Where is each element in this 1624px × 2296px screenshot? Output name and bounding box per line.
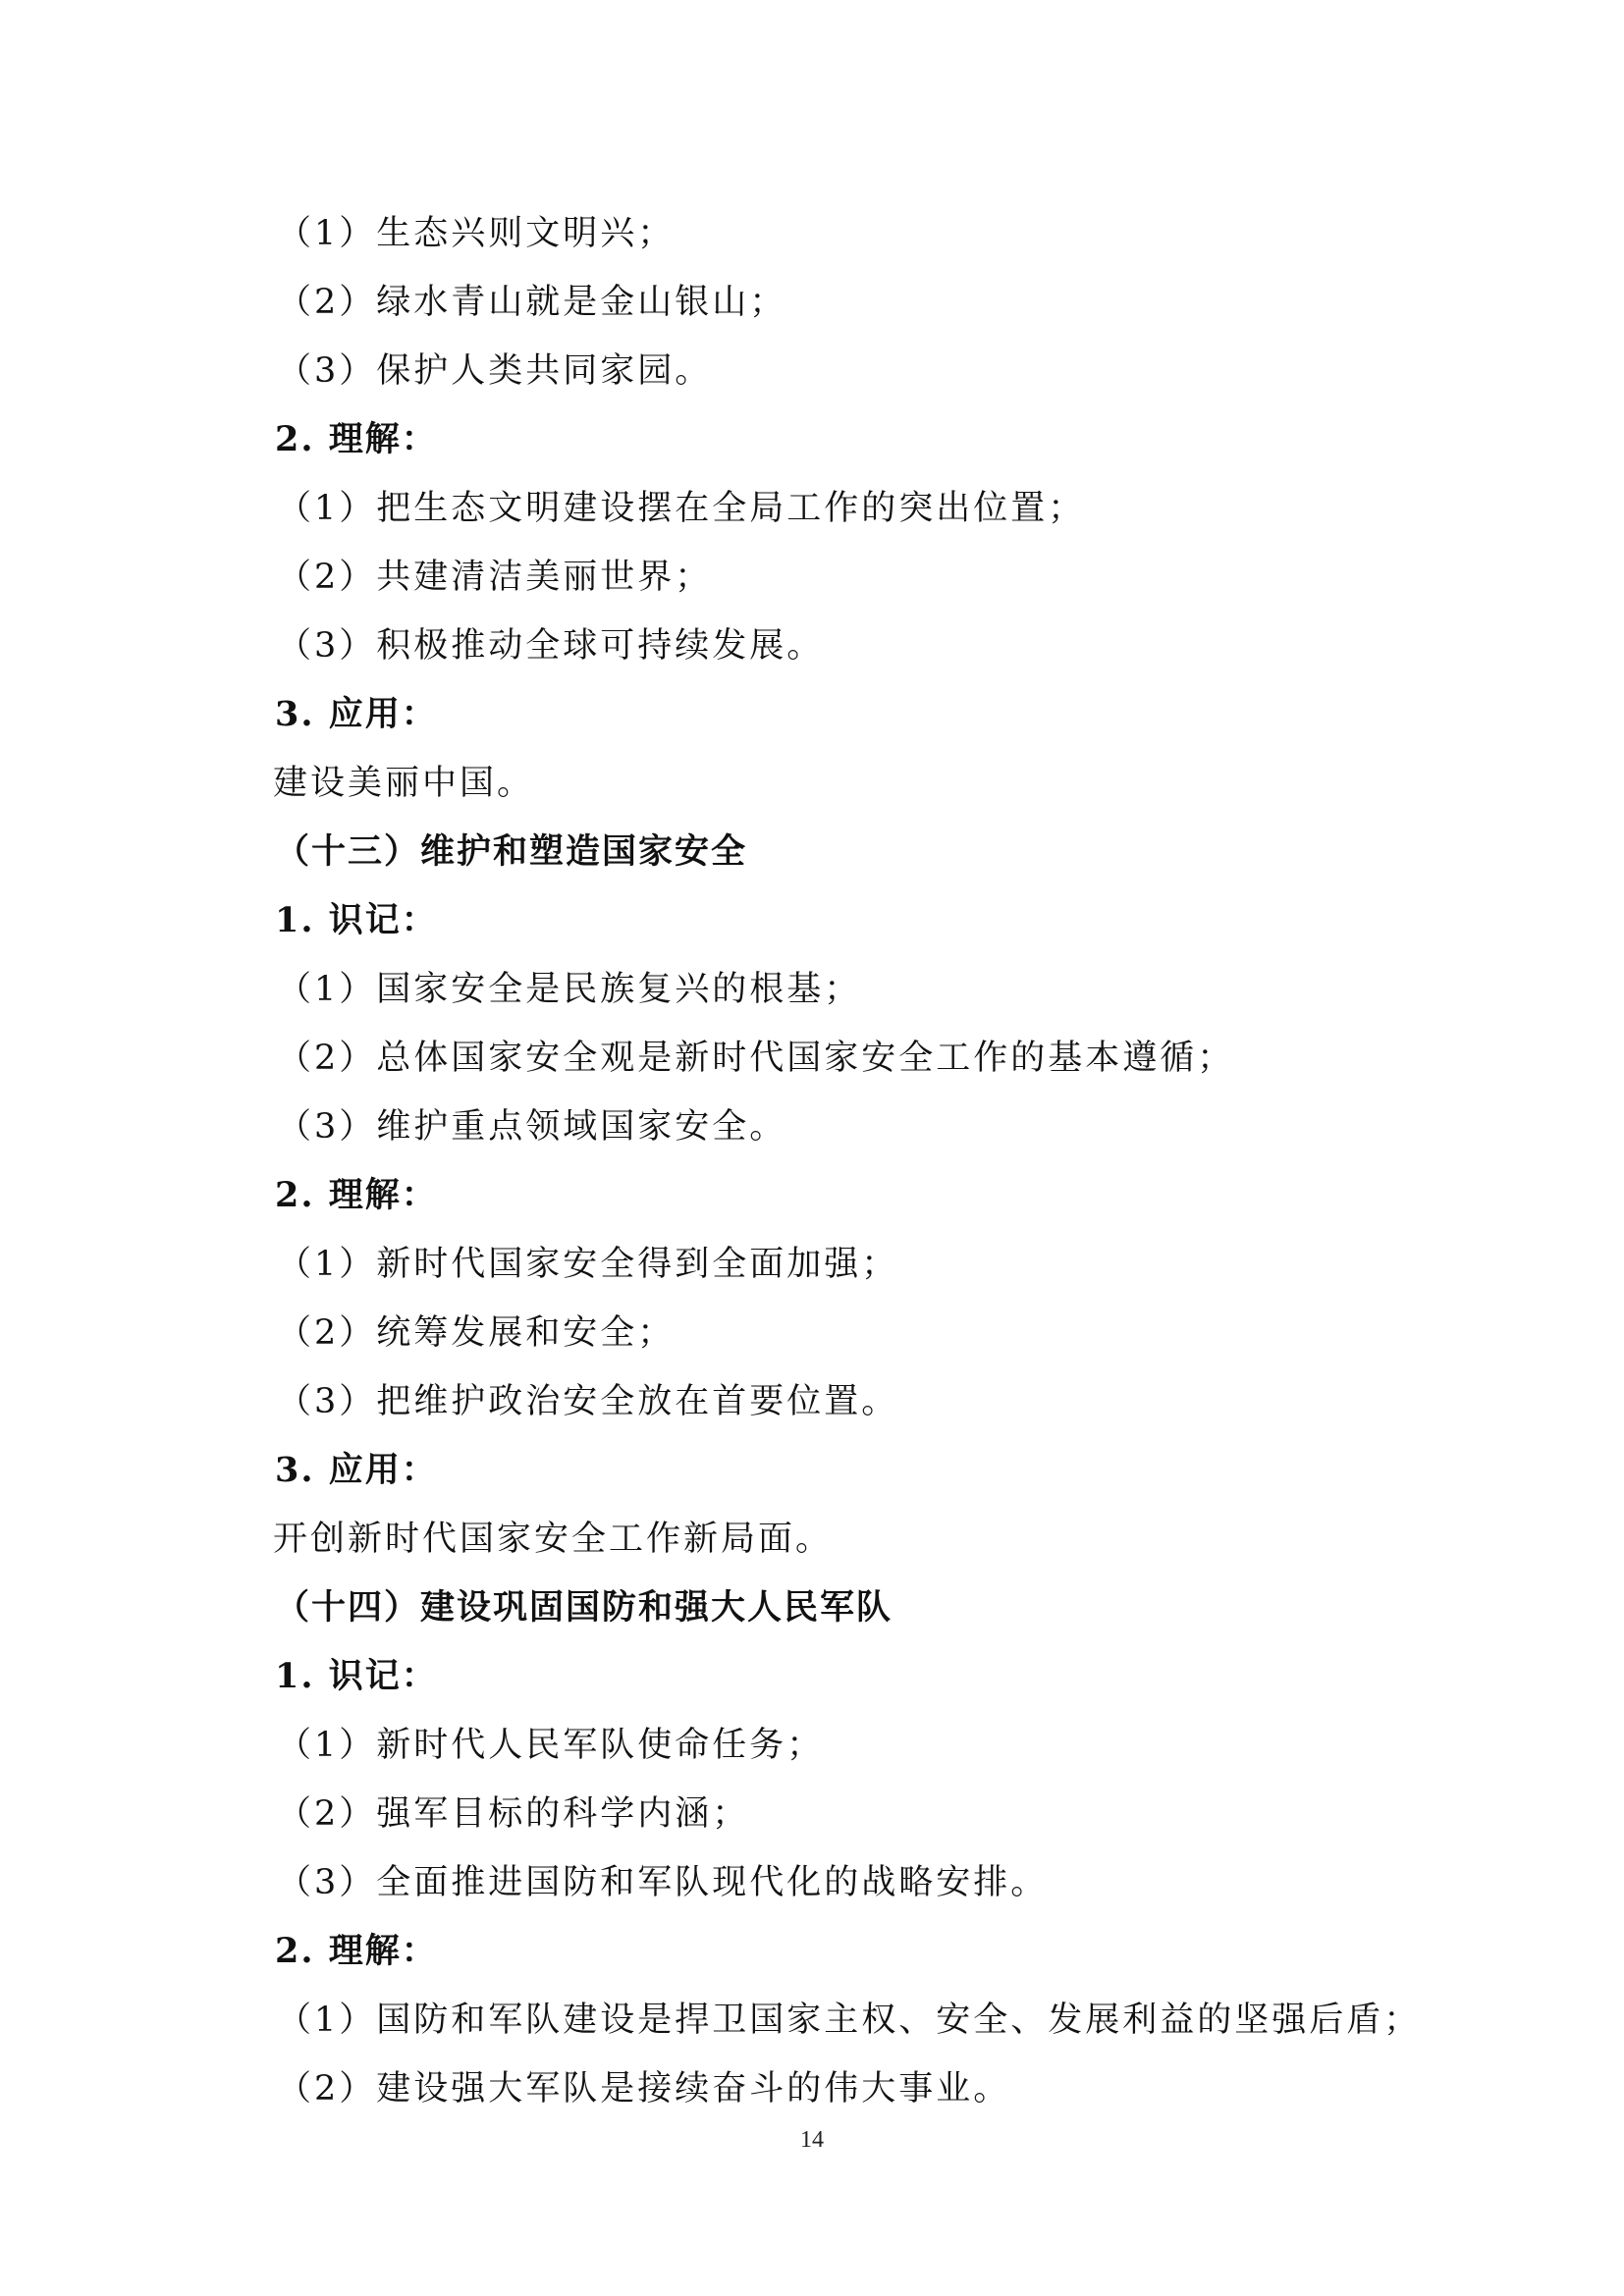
subheading: 1. 识记：: [275, 900, 438, 940]
subheading: 2. 理解：: [275, 419, 438, 459]
subheading: 2. 理解：: [275, 1175, 438, 1215]
section-heading: （十三）维护和塑造国家安全: [275, 831, 748, 872]
list-item: （3）全面推进国防和军队现代化的战略安排。: [277, 1863, 1049, 1902]
paragraph: 建设美丽中国。: [273, 764, 535, 803]
list-item: （3）保护人类共同家园。: [277, 351, 713, 391]
list-item: （1）新时代人民军队使命任务；: [277, 1726, 825, 1765]
list-item: （3）维护重点领域国家安全。: [277, 1107, 787, 1147]
paragraph: 开创新时代国家安全工作新局面。: [273, 1520, 834, 1559]
list-item: （1）把生态文明建设摆在全局工作的突出位置；: [277, 489, 1086, 528]
subheading: 2. 理解：: [275, 1931, 438, 1971]
list-item: （1）国家安全是民族复兴的根基；: [277, 970, 862, 1009]
list-item: （1）国防和军队建设是捍卫国家主权、安全、发展利益的坚强后盾；: [277, 2001, 1422, 2040]
subheading: 3. 应用：: [275, 1450, 438, 1490]
list-item: （1）新时代国家安全得到全面加强；: [277, 1245, 899, 1284]
subheading: 3. 应用：: [275, 694, 438, 734]
list-item: （2）绿水青山就是金山银山；: [277, 283, 787, 322]
list-item: （2）共建清洁美丽世界；: [277, 558, 713, 597]
subheading: 1. 识记：: [275, 1656, 438, 1696]
list-item: （2）建设强大军队是接续奋斗的伟大事业。: [277, 2069, 1011, 2109]
list-item: （1）生态兴则文明兴；: [277, 214, 676, 253]
section-heading: （十四）建设巩固国防和强大人民军队: [275, 1587, 893, 1628]
list-item: （3）把维护政治安全放在首要位置。: [277, 1382, 899, 1421]
list-item: （2）统筹发展和安全；: [277, 1313, 676, 1353]
page-number: 14: [800, 2127, 824, 2153]
list-item: （2）强军目标的科学内涵；: [277, 1794, 750, 1834]
list-item: （3）积极推动全球可持续发展。: [277, 626, 825, 666]
list-item: （2）总体国家安全观是新时代国家安全工作的基本遵循；: [277, 1039, 1235, 1078]
